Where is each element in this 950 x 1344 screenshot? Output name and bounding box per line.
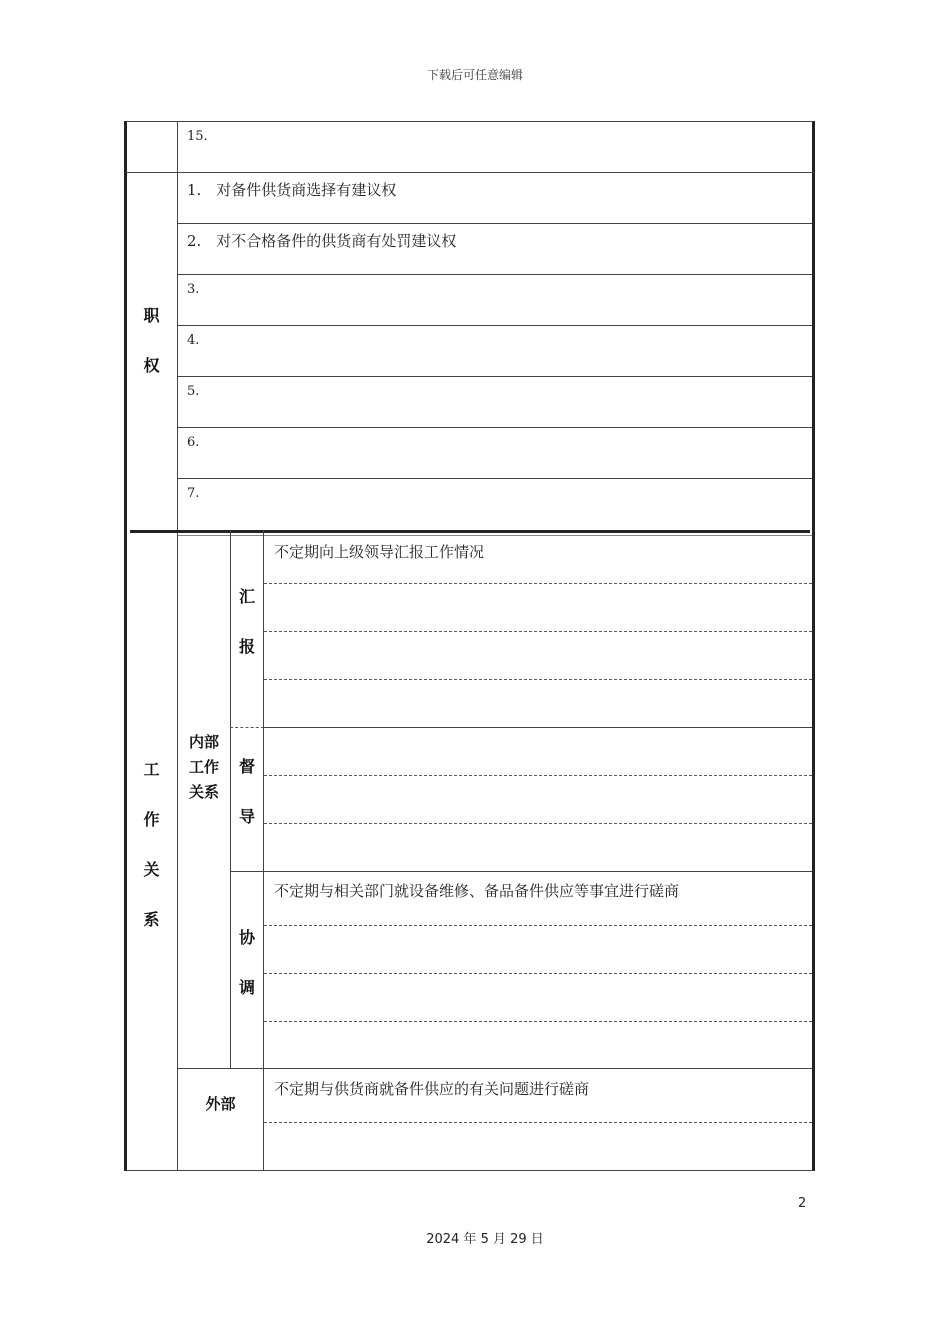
authority-item-5: 5. xyxy=(187,384,200,399)
authority-item-1: 1. 对备件供货商选择有建议权 xyxy=(187,181,397,199)
content-col-divider xyxy=(263,530,264,1170)
dashed-line xyxy=(230,727,264,728)
supervise-label-char: 导 xyxy=(238,807,255,826)
page-number: 2 xyxy=(798,1196,807,1211)
top-row-text: 15. xyxy=(187,129,208,144)
authority-label-char: 权 xyxy=(143,356,160,375)
dashed-line xyxy=(264,973,812,974)
dashed-line xyxy=(264,823,812,824)
dashed-line xyxy=(264,631,812,632)
dashed-line xyxy=(264,1021,812,1022)
row-divider xyxy=(126,172,814,173)
row-divider xyxy=(178,1068,812,1069)
row-divider xyxy=(178,223,812,224)
table-left-border xyxy=(124,121,127,1171)
report-label xyxy=(231,572,263,672)
internal-label-line: 关系 xyxy=(188,783,219,801)
section-separator-thin xyxy=(178,535,812,536)
authority-item-2: 2. 对不合格备件的供货商有处罚建议权 xyxy=(187,232,457,250)
row-divider xyxy=(231,871,812,872)
table-bottom-border xyxy=(126,1170,814,1171)
work-relations-label-char: 系 xyxy=(143,910,160,929)
coordinate-label xyxy=(231,913,263,1013)
col1-divider xyxy=(177,121,178,1171)
row-divider xyxy=(264,727,812,728)
external-label: 外部 xyxy=(205,1095,236,1113)
internal-label-line: 内部 xyxy=(188,733,219,751)
authority-label-char: 职 xyxy=(143,306,160,325)
row-divider xyxy=(178,376,812,377)
report-label-char: 汇 xyxy=(238,587,255,606)
dashed-line xyxy=(264,679,812,680)
internal-label xyxy=(178,730,230,805)
row-divider xyxy=(178,325,812,326)
authority-item-3: 3. xyxy=(187,282,200,297)
table-right-border xyxy=(812,121,815,1171)
work-relations-label-char: 关 xyxy=(143,860,160,879)
coordinate-label-char: 协 xyxy=(238,928,255,947)
work-relations-label xyxy=(126,745,177,945)
supervise-label xyxy=(231,742,263,842)
header-note: 下载后可任意编辑 xyxy=(426,68,523,82)
dashed-line xyxy=(264,583,812,584)
report-label-char: 报 xyxy=(238,637,255,656)
internal-label-line: 工作 xyxy=(188,758,219,776)
coordinate-label-char: 调 xyxy=(238,978,255,997)
authority-label xyxy=(126,291,177,391)
coordinate-text: 不定期与相关部门就设备维修、备品备件供应等事宜进行磋商 xyxy=(274,882,680,900)
row-divider xyxy=(178,274,812,275)
row-divider xyxy=(178,478,812,479)
external-text: 不定期与供货商就备件供应的有关问题进行磋商 xyxy=(274,1080,590,1098)
authority-item-6: 6. xyxy=(187,435,200,450)
authority-item-4: 4. xyxy=(187,333,200,348)
section-separator xyxy=(130,530,810,533)
dashed-line xyxy=(264,775,812,776)
report-text: 不定期向上级领导汇报工作情况 xyxy=(274,543,485,561)
work-relations-label-char: 作 xyxy=(143,810,160,829)
dashed-line xyxy=(264,1122,812,1123)
table-top-border xyxy=(126,121,814,122)
footer-date: 2024 年 5 月 29 日 xyxy=(426,1232,544,1247)
dashed-line xyxy=(264,925,812,926)
row-divider xyxy=(178,427,812,428)
work-relations-label-char: 工 xyxy=(143,760,160,779)
supervise-label-char: 督 xyxy=(238,757,255,776)
authority-item-7: 7. xyxy=(187,486,200,501)
